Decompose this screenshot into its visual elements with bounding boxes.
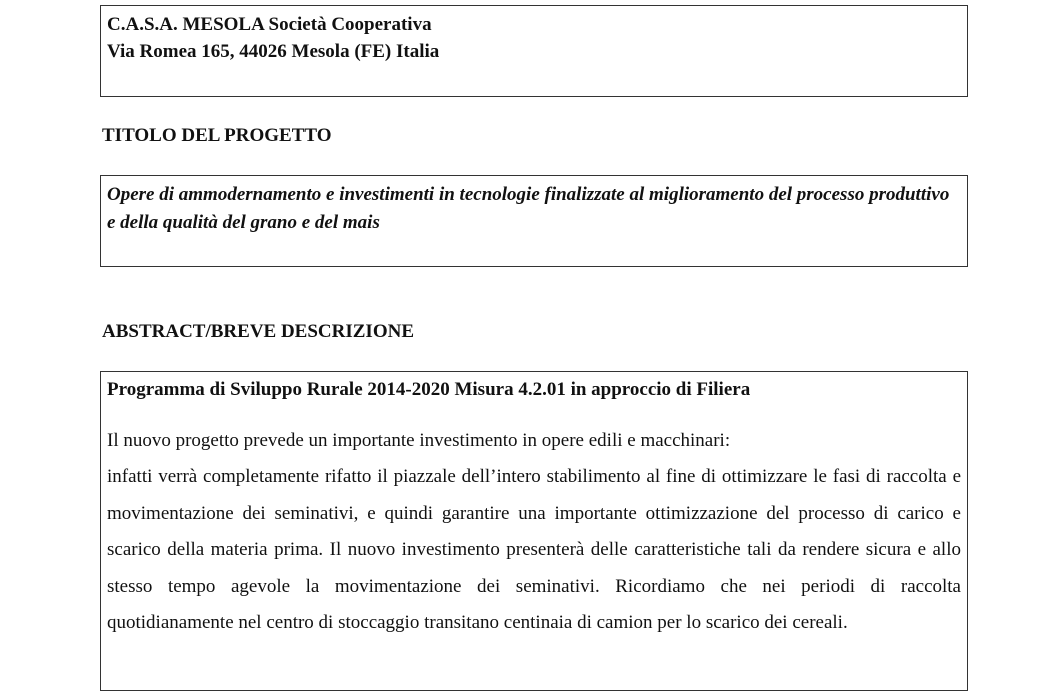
project-title-heading: TITOLO DEL PROGETTO: [102, 125, 332, 146]
company-name: C.A.S.A. MESOLA Società Cooperativa: [107, 14, 432, 35]
abstract-box: [100, 371, 968, 691]
abstract-body: infatti verrà completamente rifatto il piazzale dell’intero stabilimento al fine di ottimizzare le fasi di raccolta e movimentazione dei seminativi, e quindi garantire una importante ottimizzazione del processo di carico e scarico della materia prima. Il nuovo investimento presenterà delle caratteristiche tali da rendere sicura e allo stesso tempo agevole la movimentazione dei seminativi. Ricordiamo che nei periodi di raccolta quotidianamente nel centro di stoccaggio transitano centinaia di camion per lo scarico dei cereali.: [107, 466, 961, 633]
company-box: [100, 5, 968, 97]
project-title-box: [100, 175, 968, 267]
abstract-heading: ABSTRACT/BREVE DESCRIZIONE: [102, 321, 414, 342]
abstract-intro: Il nuovo progetto prevede un importante investimento in opere edili e macchinari:: [107, 430, 731, 451]
company-address: Via Romea 165, 44026 Mesola (FE) Italia: [107, 41, 440, 62]
project-title-text: Opere di ammodernamento e investimenti in tecnologie finalizzate al miglioramento del processo produttivo e della qualità del grano e del mais: [107, 184, 950, 233]
abstract-program-title: Programma di Sviluppo Rurale 2014-2020 Misura 4.2.01 in approccio di Filiera: [107, 379, 751, 400]
